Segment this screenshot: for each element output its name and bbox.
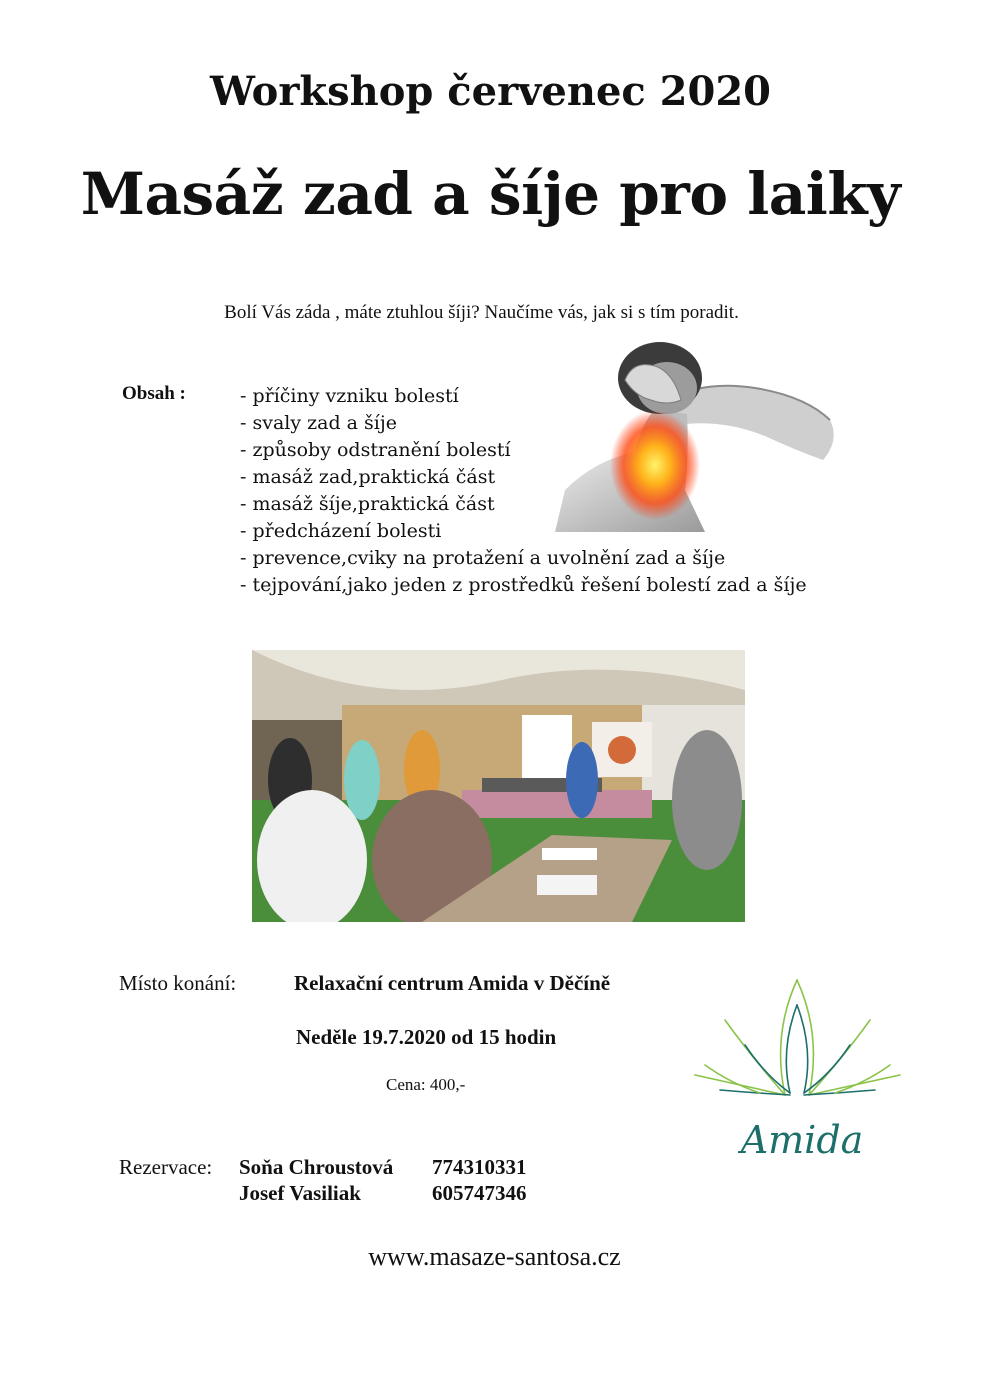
page-title: Masáž zad a šíje pro laiky <box>80 160 901 228</box>
intro-text: Bolí Vás záda , máte ztuhlou šíji? Naučíme vás, jak si s tím poradit. <box>224 302 739 323</box>
event-date: Neděle 19.7.2020 od 15 hodin <box>296 1025 557 1049</box>
reservation-label: Rezervace: <box>119 1155 213 1179</box>
price: Cena: 400,- <box>386 1075 466 1094</box>
logo-text: Amida <box>740 1118 864 1162</box>
list-item: - masáž zad,praktická část <box>240 466 496 488</box>
contact-name: Soňa Chroustová <box>239 1155 394 1179</box>
list-item: - tejpování,jako jeden z prostředků řešení bolestí zad a šíje <box>240 574 807 596</box>
amida-logo <box>690 975 905 1165</box>
contact-phone: 605747346 <box>432 1181 527 1205</box>
workshop-subtitle: Workshop červenec 2020 <box>209 68 771 115</box>
contact-phone: 774310331 <box>432 1155 527 1179</box>
website-link[interactable]: www.masaze-santosa.cz <box>368 1242 621 1271</box>
list-item: - prevence,cviky na protažení a uvolnění zad a šíje <box>240 547 726 569</box>
venue-value: Relaxační centrum Amida v Děčíně <box>294 971 611 995</box>
content-label: Obsah : <box>122 383 186 404</box>
venue-label: Místo konání: <box>119 971 237 995</box>
contact-name: Josef Vasiliak <box>239 1181 361 1205</box>
list-item: - příčiny vzniku bolestí <box>240 385 459 407</box>
workshop-photo <box>252 650 745 922</box>
list-item: - způsoby odstranění bolestí <box>240 439 511 461</box>
list-item: - svaly zad a šíje <box>240 412 397 434</box>
list-item: - masáž šíje,praktická část <box>240 493 495 515</box>
list-item: - předcházení bolesti <box>240 520 442 542</box>
neck-pain-photo <box>555 340 845 532</box>
